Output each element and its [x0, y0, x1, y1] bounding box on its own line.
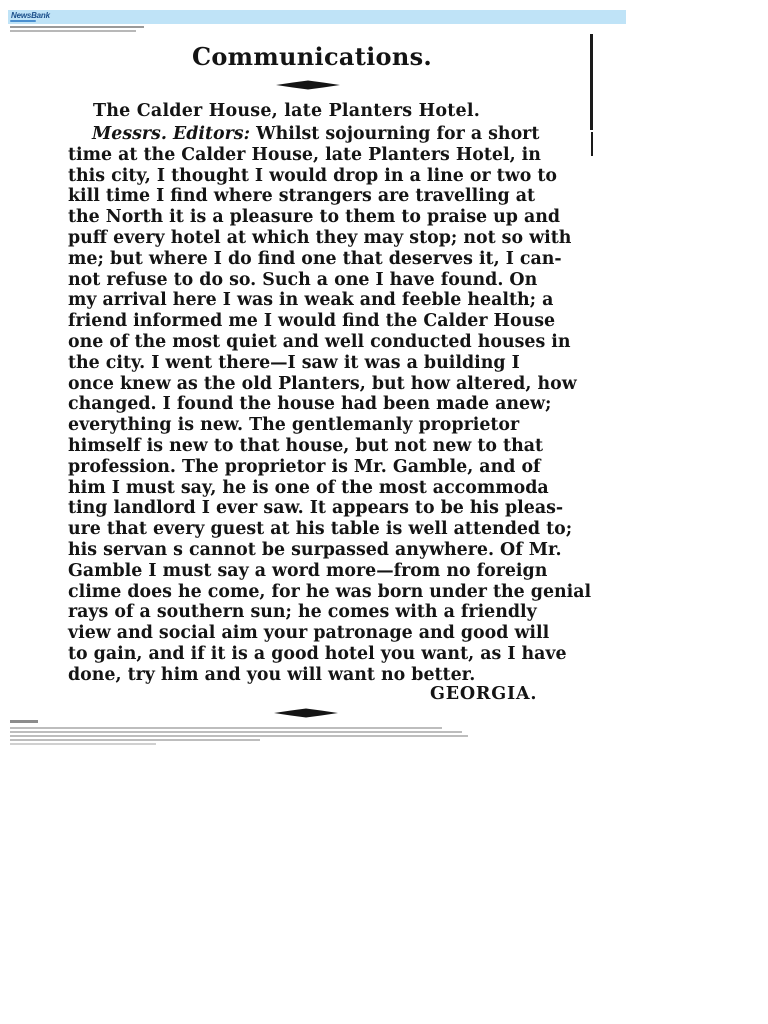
article-line: kill time I find where strangers are travelling at: [68, 186, 536, 207]
article-line: one of the most quiet and well conducted houses in: [68, 331, 571, 352]
ornament-divider-icon: [276, 80, 340, 90]
article-line: everything is new. The gentlemanly proprietor: [68, 415, 520, 436]
article-line: view and social aim your patronage and good will: [68, 623, 550, 644]
citation-block: [10, 720, 470, 747]
article-line: [68, 124, 588, 145]
metadata-title-line: [10, 26, 144, 28]
article-line: his servan s cannot be surpassed anywhere. Of Mr.: [68, 539, 562, 560]
article-line: my arrival here I was in weak and feeble health; a: [68, 290, 554, 311]
citation-url-line[interactable]: [10, 735, 468, 737]
metadata-source-line: [10, 30, 136, 32]
article-line: this city, I thought I would drop in a line or two to: [68, 165, 557, 186]
viewer-top-bar: [8, 10, 626, 24]
article-line: ting landlord I ever saw. It appears to be his pleas-: [68, 498, 564, 519]
salutation: Messrs. Editors:: [92, 124, 250, 144]
citation-line: [10, 739, 260, 741]
section-title: Communications.: [191, 42, 433, 71]
newsbank-logo[interactable]: NewsBank: [11, 11, 50, 20]
citation-url-line[interactable]: [10, 731, 462, 733]
column-rule-lower: [591, 132, 593, 156]
article-line: rays of a southern sun; he comes with a friendly: [68, 602, 537, 623]
article-line: ure that every guest at his table is well attended to;: [68, 519, 573, 540]
newspaper-clipping: [12, 34, 592, 718]
article-body: [68, 124, 592, 686]
ornament-divider-bottom-icon: [274, 708, 338, 718]
article-line: to gain, and if it is a good hotel you want, as I have: [68, 643, 567, 664]
article-line: puff every hotel at which they may stop; not so with: [68, 227, 572, 248]
article-line: changed. I found the house had been made anew;: [68, 394, 552, 415]
signature: GEORGIA.: [430, 684, 538, 704]
article-line: the North it is a pleasure to them to praise up and: [68, 207, 561, 228]
article-line: him I must say, he is one of the most accommoda: [68, 477, 549, 498]
article-line: clime does he come, for he was born under the genial: [68, 581, 592, 602]
article-line: Gamble I must say a word more—from no foreign: [68, 560, 548, 581]
logo-swoosh-icon: [10, 20, 36, 22]
citation-line: [10, 727, 442, 729]
article-line-text: Whilst sojourning for a short: [256, 124, 540, 144]
article-headline: The Calder House, late Planters Hotel.: [93, 101, 480, 121]
article-line: me; but where I do find one that deserves it, I can-: [68, 248, 562, 269]
article-line: the city. I went there—I saw it was a building I: [68, 352, 520, 373]
article-line: time at the Calder House, late Planters Hotel, in: [68, 144, 541, 165]
article-line: once knew as the old Planters, but how altered, how: [68, 373, 577, 394]
article-line: not refuse to do so. Such a one I have found. On: [68, 269, 538, 290]
citation-heading: [10, 720, 38, 723]
copyright-line: [10, 743, 156, 745]
article-line: friend informed me I would find the Calder House: [68, 311, 556, 332]
article-line: profession. The proprietor is Mr. Gamble, and of: [68, 456, 541, 477]
article-line: himself is new to that house, but not new to that: [68, 435, 544, 456]
article-line: done, try him and you will want no better.: [68, 664, 476, 685]
